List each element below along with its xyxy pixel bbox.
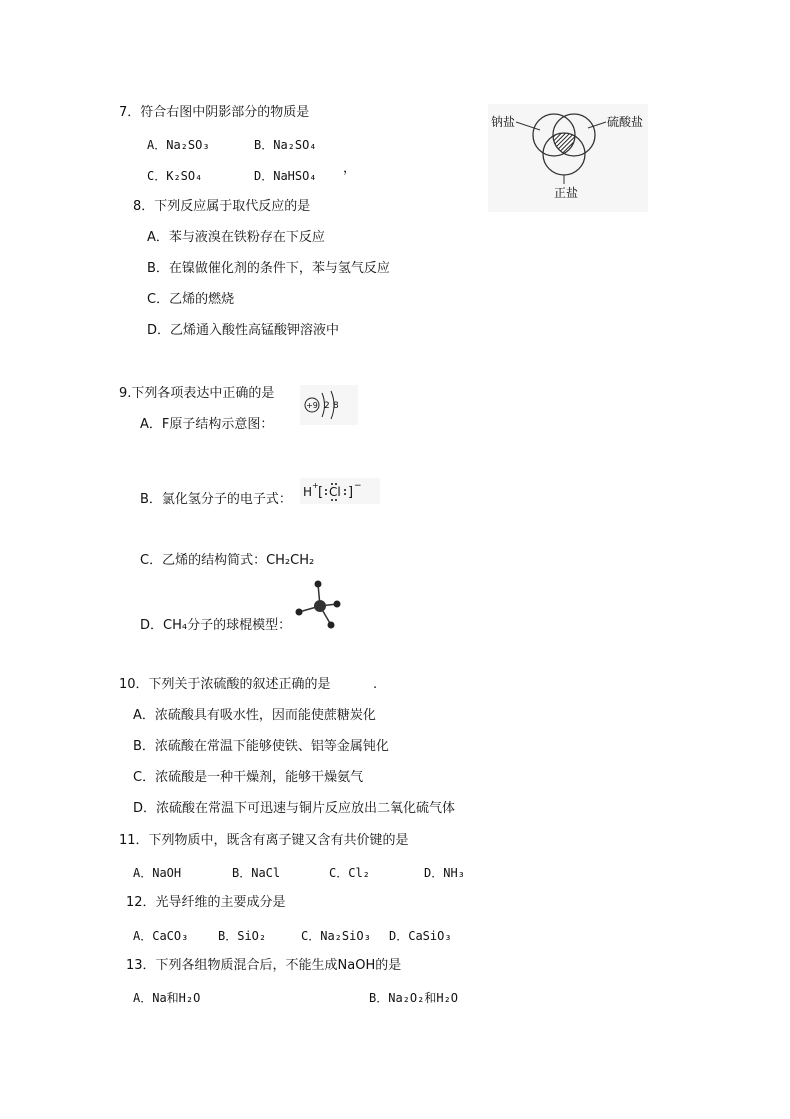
q12-option-c: C．Na₂SiO₃ xyxy=(301,929,371,943)
q11-option-b: B．NaCl xyxy=(232,866,281,880)
electron-formula-h: H xyxy=(303,485,313,499)
q11-stem: 11．下列物质中，既含有离子键又含有共价键的是 xyxy=(119,833,409,848)
q7-stray-mark: ， xyxy=(343,161,357,176)
q10-option-d: D．浓硫酸在常温下可迅速与铜片反应放出二氧化硫气体 xyxy=(133,801,456,816)
venn-label-sulfate: 硫酸盐 xyxy=(607,115,644,129)
svg-text:[: [ xyxy=(318,485,324,500)
q8-option-d: D．乙烯通入酸性高锰酸钾溶液中 xyxy=(147,323,340,338)
q11-option-c: C．Cl₂ xyxy=(329,866,370,880)
q11-option-d: D．NH₃ xyxy=(424,866,465,880)
q12-option-b: B．SiO₂ xyxy=(218,929,267,943)
atom-shell-1: 2 xyxy=(324,401,330,411)
q7-option-d: D．NaHSO₄ xyxy=(254,169,317,183)
venn-label-normal-salt: 正盐 xyxy=(554,186,579,200)
q9-option-a: A．F原子结构示意图： xyxy=(140,417,274,432)
q13-option-a: A．Na和H₂O xyxy=(133,991,201,1005)
atom-shell-2: 8 xyxy=(333,401,339,411)
q12-option-d: D．CaSiO₃ xyxy=(389,929,452,943)
q12-option-a: A．CaCO₃ xyxy=(133,929,189,943)
q8-option-c: C．乙烯的燃烧 xyxy=(147,292,235,307)
q7-option-a: A．Na₂SO₃ xyxy=(147,138,210,152)
venn-label-sodium-salt: 钠盐 xyxy=(491,115,516,129)
fluorine-atom-diagram xyxy=(300,385,358,425)
q9-stem: 9.下列各项表达中正确的是 xyxy=(119,386,275,401)
methane-ball-stick-model xyxy=(293,578,343,632)
q10-option-c: C．浓硫酸是一种干燥剂，能够干燥氨气 xyxy=(133,770,364,785)
electron-formula-plus: + xyxy=(312,481,319,490)
q13-option-b: B．Na₂O₂和H₂O xyxy=(369,991,459,1005)
q10-option-a: A．浓硫酸具有吸水性，因而能使蔗糖炭化 xyxy=(133,708,376,723)
atom-nucleus-charge: +9 xyxy=(306,401,318,410)
q8-option-a: A．苯与液溴在铁粉存在下反应 xyxy=(147,230,325,245)
q11-option-a: A．NaOH xyxy=(133,866,182,880)
electron-formula-minus: − xyxy=(354,481,362,491)
q10-option-b: B．浓硫酸在常温下能够使铁、铝等金属钝化 xyxy=(133,739,389,754)
q9-option-d: D．CH₄分子的球棍模型： xyxy=(140,618,292,633)
q12-stem: 12．光导纤维的主要成分是 xyxy=(126,895,286,910)
hcl-electron-formula xyxy=(300,478,380,504)
venn-diagram xyxy=(488,104,648,212)
q10-stray-mark: . xyxy=(373,677,378,692)
q9-option-c: C．乙烯的结构简式：CH₂CH₂ xyxy=(140,553,315,568)
q8-stem: 8．下列反应属于取代反应的是 xyxy=(133,199,311,214)
svg-text:]: ] xyxy=(348,485,354,500)
q10-stem: 10．下列关于浓硫酸的叙述正确的是 xyxy=(119,677,331,692)
q9-option-b: B．氯化氢分子的电子式： xyxy=(140,492,292,507)
electron-formula-cl: Cl xyxy=(329,485,341,499)
q13-stem: 13．下列各组物质混合后，不能生成NaOH的是 xyxy=(126,958,402,973)
q7-option-c: C．K₂SO₄ xyxy=(147,169,203,183)
q7-stem: 7．符合右图中阴影部分的物质是 xyxy=(119,105,310,120)
q8-option-b: B．在镍做催化剂的条件下，苯与氢气反应 xyxy=(147,261,390,276)
q7-option-b: B．Na₂SO₄ xyxy=(254,138,317,152)
